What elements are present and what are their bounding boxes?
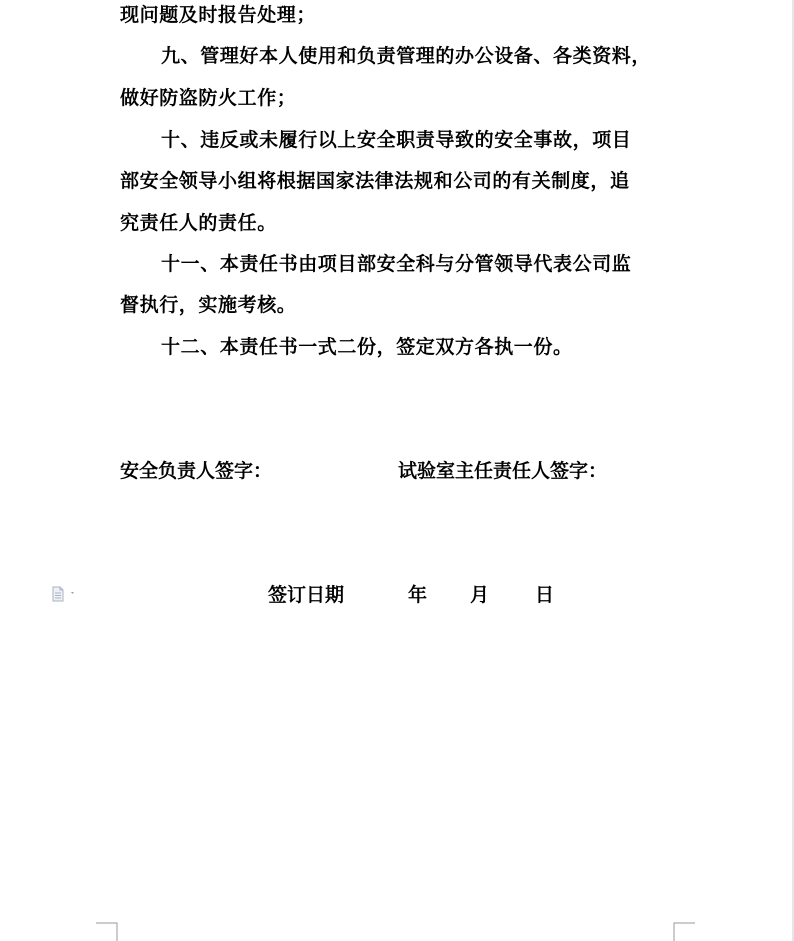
paragraph-line: 九、管理好本人使用和负责管理的办公设备、各类资料，: [161, 45, 652, 67]
safety-lead-signature-label: 安全负责人签字：: [120, 460, 273, 482]
margin-corner-mark-right: [673, 922, 695, 941]
paragraph-line: 究责任人的责任。: [120, 212, 277, 234]
sign-date-day: 日: [535, 584, 555, 606]
paragraph-line: 做好防盗防火工作；: [120, 87, 297, 109]
sign-date-year: 年: [408, 584, 428, 606]
document-icon[interactable]: [52, 586, 78, 602]
sign-date-month: 月: [470, 584, 490, 606]
lab-director-signature-label: 试验室主任责任人签字：: [398, 460, 608, 482]
sign-date-label: 签订日期: [268, 584, 345, 606]
paragraph-line: 部安全领导小组将根据国家法律法规和公司的有关制度，追: [120, 170, 630, 192]
margin-corner-mark-left: [96, 922, 118, 941]
paragraph-line: 十一、本责任书由项目部安全科与分管领导代表公司监: [161, 253, 632, 275]
paragraph-line: 十二、本责任书一式二份，签定双方各执一份。: [161, 336, 573, 358]
paragraph-line: 十、违反或未履行以上安全职责导致的安全事故，项目: [161, 129, 632, 151]
paragraph-line: 督执行，实施考核。: [120, 294, 297, 316]
paragraph-line: 现问题及时报告处理；: [120, 4, 317, 26]
